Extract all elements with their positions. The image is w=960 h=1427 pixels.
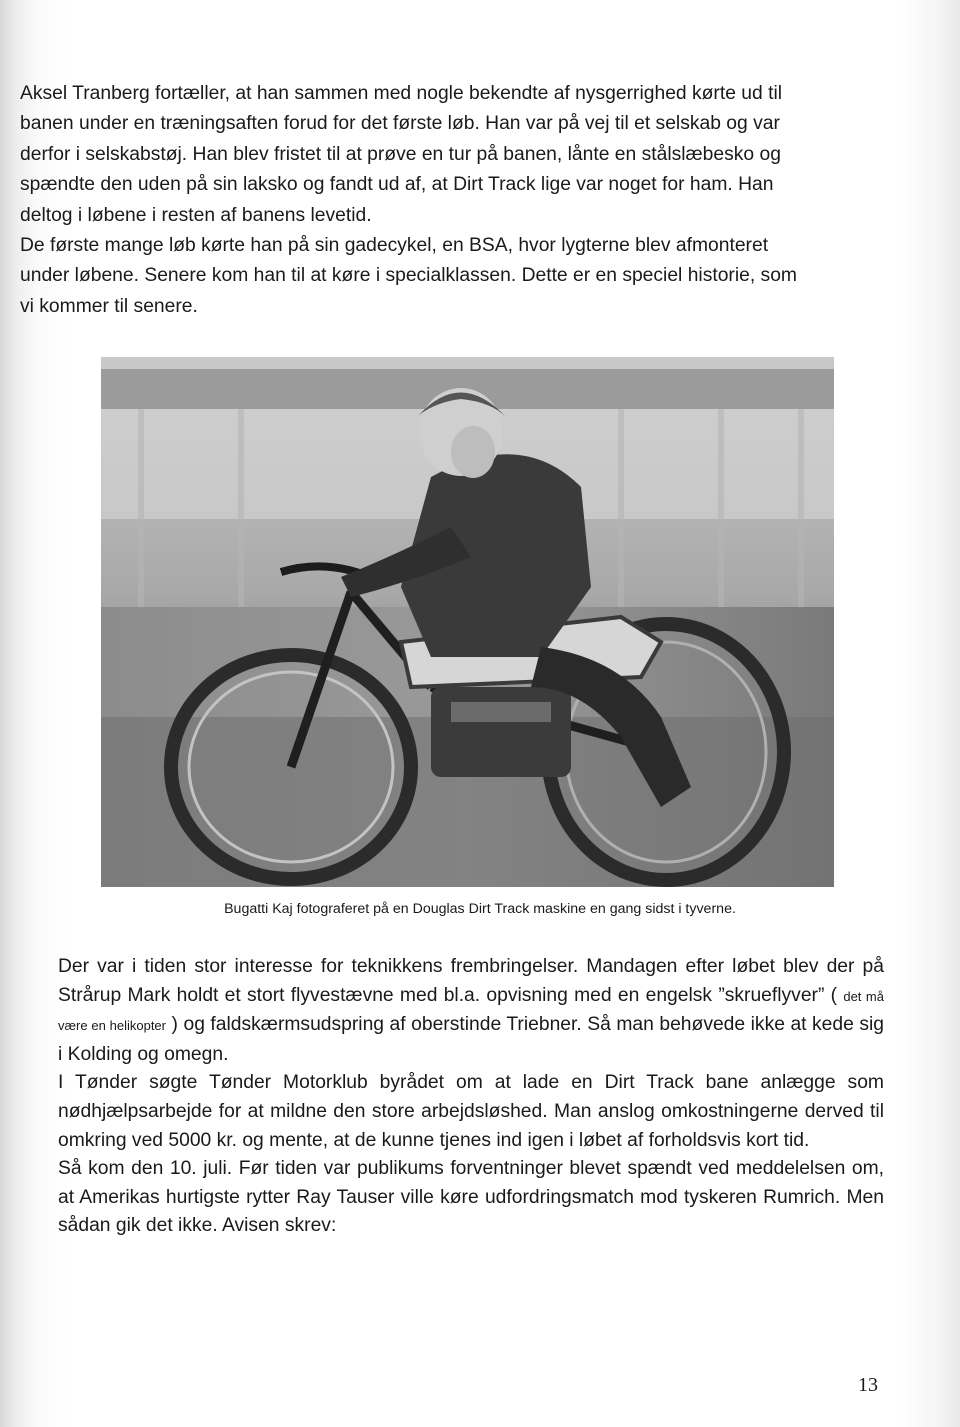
- paragraph-airshow-text: Der var i tiden stor interesse for teknikkens frembringelser. Mandagen efter løbet blev der på Strårup Mark holdt et stort flyvestævne med bl.a. opvisning med en engelsk ”skrueflyver” (: [58, 956, 884, 1006]
- intro-line: De første mange løb kørte han på sin gadecykel, en BSA, hvor lygterne blev afmonteret: [20, 235, 769, 257]
- intro-line: vi kommer til senere.: [20, 295, 198, 317]
- paragraph-july: Så kom den 10. juli. Før tiden var publikums forventninger blevet spændt ved meddelelsen om, at Amerikas hurtigste rytter Ray Tauser ville køre udfordringsmatch mod tyskeren Rumrich. Men sådan gik det ikke. Avisen skrev:: [58, 1158, 884, 1237]
- intro-line: deltog i løbene i resten af banens levetid.: [20, 204, 372, 226]
- intro-line: under løbene. Senere kom han til at køre i specialklassen. Dette er en speciel historie, som: [20, 265, 797, 287]
- intro-text-block: [20, 79, 896, 322]
- body-text-block: [58, 953, 884, 1241]
- rider-photo: [101, 357, 834, 887]
- intro-line: derfor i selskabstøj. Han blev fristet til at prøve en tur på banen, lånte en stålslæbesko og: [20, 143, 781, 165]
- paragraph-airshow: [58, 953, 884, 1069]
- paragraph-tonder: I Tønder søgte Tønder Motorklub byrådet om at lade en Dirt Track bane anlægge som nødhjælpsarbejde for at mildne den store arbejdsløshed. Man anslog omkostningerne derved til omkring ved 5000 kr. og mente, at de kunne tjenes ind igen i løbet af forholdsvis kort tid.: [58, 1072, 884, 1151]
- rider-photo-illustration: [101, 357, 834, 887]
- intro-line: banen under en træningsaften forud for det første løb. Han var på vej til et selskab og var: [20, 113, 780, 135]
- intro-line: spændte den uden på sin laksko og fandt ud af, at Dirt Track lige var noget for ham. Han: [20, 174, 774, 196]
- helicopter-aside: det må være en helikopter: [58, 988, 884, 1034]
- paragraph-airshow-text-end: ) og faldskærmsudspring af oberstinde Triebner. Så man behøvede ikke at kede sig i Kolding og omegn.: [58, 1014, 885, 1065]
- page-number: 13: [858, 1374, 878, 1396]
- intro-line: Aksel Tranberg fortæller, at han sammen med nogle bekendte af nysgerrighed kørte ud til: [20, 83, 783, 104]
- photo-caption: Bugatti Kaj fotograferet på en Douglas Dirt Track maskine en gang sidst i tyverne.: [224, 901, 736, 917]
